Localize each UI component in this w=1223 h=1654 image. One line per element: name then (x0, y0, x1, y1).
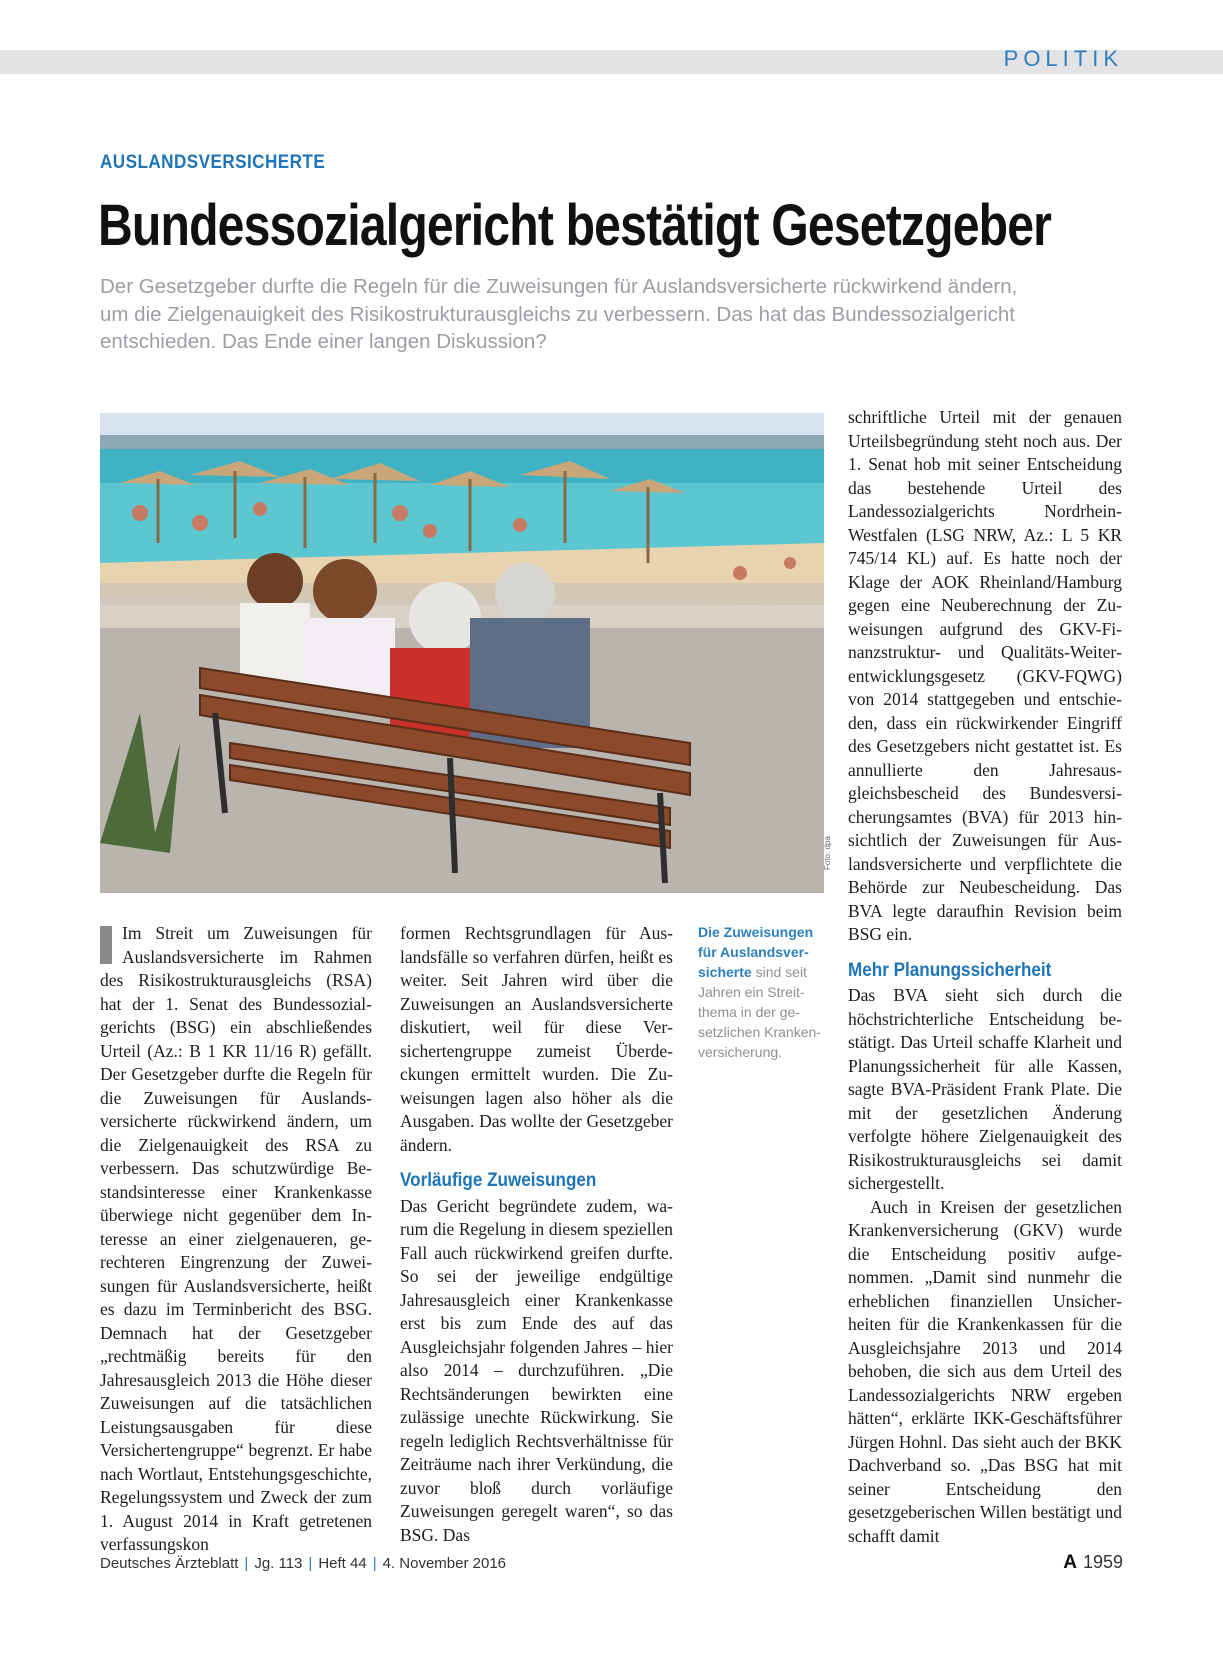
journal-name: Deutsches Ärzteblatt (100, 1555, 239, 1572)
body-paragraph: Im Streit um Zuweisungen für Auslandsversicherte im Rahmen des Risikostrukturausgleichs (RSA) hat der 1. Senat des Bundessozialgerichts (BSG) ein abschließendes Urteil (Az.: B 1 KR 11/16 R) gefällt. Der Gesetzgeber durfte die Regeln für die Zuweisungen für Auslandsversicherte rückwirkend ändern, um die Zielgenauigkeit des RSA zu verbessern. Das schutzwürdige Bestandsinteresse einer Krankenkasse überwiege nicht gegenüber dem Interesse an einer zielgenaueren, gerechteren Eingrenzung der Zuweisungen für Auslandsversicherte, heißt es dazu im Terminbericht des BSG. Demnach hat der Gesetzgeber „rechtmäßig bereits für den Jahresausgleich 2013 die Höhe dieser Zuweisungen auf die tatsächlichen Leistungsausgaben für diese Versichertengruppe“ begrenzt. Er habe nach Wortlaut, Entstehungsgeschichte, Regelungssystem und Zweck der zum 1. August 2014 in Kraft getretenen verfassungskon (100, 923, 372, 1554)
journal-issue: Heft 44 (318, 1555, 367, 1572)
caption-bold: Die Zuweisungen für Auslandsversicherte (698, 924, 814, 980)
journal-volume: Jg. 113 (254, 1555, 303, 1572)
body-paragraph: Auch in Kreisen der gesetzlichen Krankenversicherung (GKV) wurde die Entscheidung positiv aufgenommen. „Damit sind nunmehr die erheblichen finanziellen Unsicherheiten für die Krankenkassen für die Ausgleichsjahre 2013 und 2014 behoben, die sich aus dem Urteil des Landessozialgerichts NRW ergeben hätten“, erklärte IKK-Geschäftsführer Jürgen Hohnl. Das sieht auch der BKK Dachverband so. „Das BSG hat mit seiner Entscheidung den gesetzgeberischen Willen bestätigt und schafft damit (848, 1196, 1122, 1546)
body-paragraph: schriftliche Urteil mit der genauen Urteilsbegründung steht noch aus. Der 1. Senat hob mit seiner Entscheidung das bestehende Urteil des Landessozialgerichts Nordrhein-Westfalen (LSG NRW, Az.: L 5 KR 745/14 KL) auf. Es hatte noch der Klage der AOK Rheinland/Hamburg gegen eine Neuberechnung der Zuweisungen aufgrund des GKV-Finanzstruktur- und Qualitäts-Weiterentwicklungsgesetz (GKV-FQWG) von 2014 stattgegeben und entschieden, dass ein rückwirkender Eingriff des Gesetzgebers nicht gestattet ist. Es annullierte den Jahresausgleichsbescheid des Bundesversicherungsamtes (BVA) für 2013 hinsichtlich der Zuweisungen für Auslandsversicherte und verpflichtete die Behörde zur Neubescheidung. Das BVA legte daraufhin Revision beim BSG ein. (848, 407, 1122, 944)
drop-cap (100, 926, 112, 964)
subheading: Mehr Planungssicherheit (848, 959, 1052, 981)
body-column-1 (100, 922, 372, 1557)
article-photo (100, 413, 824, 893)
page-prefix: A (1063, 1552, 1077, 1573)
article-lead: Der Gesetzgeber durfte die Regeln für die Zuweisungen für Auslandsversicherte rückwirkend ändern, um die Zielgenauigkeit des Risikostrukturausgleichs zu verbessern. Das hat das Bundessozialgericht entschieden. Das Ende einer langen Diskussion? (100, 275, 1018, 353)
body-column-2 (400, 922, 673, 1547)
photo-credit: Foto: dpa (823, 836, 832, 870)
body-paragraph: Das Gericht begründete zudem, warum die Regelung in diesem speziellen Fall auch rückwirkend greifen durfte. So sei der jeweilige endgültige Jahresausgleich einer Krankenkasse erst bis zum Ende des auf das Ausgleichsjahr folgenden Jahres – hier also 2014 – durchzuführen. „Die Rechtsänderungen bewirkten eine zulässige unechte Rückwirkung. Sie regeln lediglich Rechtsverhältnisse für Zeiträume nach ihrer Verkündung, die zuvor bloß durch vorläufige Zuweisungen geregelt waren“, so das BSG. Das (400, 1195, 673, 1545)
page-number-value: 1959 (1082, 1552, 1123, 1572)
beach-bench-illustration (100, 413, 824, 893)
body-paragraph: formen Rechtsgrundlagen für Auslandsfälle so verfahren dürfen, heißt es weiter. Seit Jahren wird über die Zuweisungen an Auslandsversicherte diskutiert, weil für diese Versichertengruppe zumeist Überdeckungen ermittelt wurden. Die Zuweisungen lagen also höher als die Ausgaben. Das wollte der Gesetzgeber ändern. (400, 923, 673, 1155)
article-headline: Bundessozialgericht bestätigt Gesetzgeber (98, 193, 1052, 258)
page-footer (100, 1555, 506, 1572)
issue-date: 4. November 2016 (382, 1555, 506, 1572)
caption-text: sind seit Jahren ein Streitthema in der gesetzlichen Krankenversicherung. (698, 964, 821, 1060)
body-column-4 (848, 406, 1122, 1548)
article-kicker: AUSLANDSVERSICHERTE (100, 152, 326, 173)
subheading: Vorläufige Zuweisungen (400, 1170, 597, 1191)
body-paragraph: Das BVA sieht sich durch die höchstrichterliche Entscheidung bestätigt. Das Urteil schaffe Klarheit und Planungssicherheit für alle Kassen, sagte BVA-Präsident Frank Plate. Die mit der gesetzlichen Änderung verfolgte höhere Zielgenauigkeit des Risikostrukturausgleichs sei damit sichergestellt. (848, 985, 1122, 1193)
photo-caption (698, 922, 828, 1062)
footer-separator: | (308, 1555, 313, 1572)
footer-separator: | (372, 1555, 377, 1572)
footer-separator: | (244, 1555, 249, 1572)
section-label: POLITIK (1003, 46, 1123, 71)
page-number (1063, 1552, 1123, 1574)
